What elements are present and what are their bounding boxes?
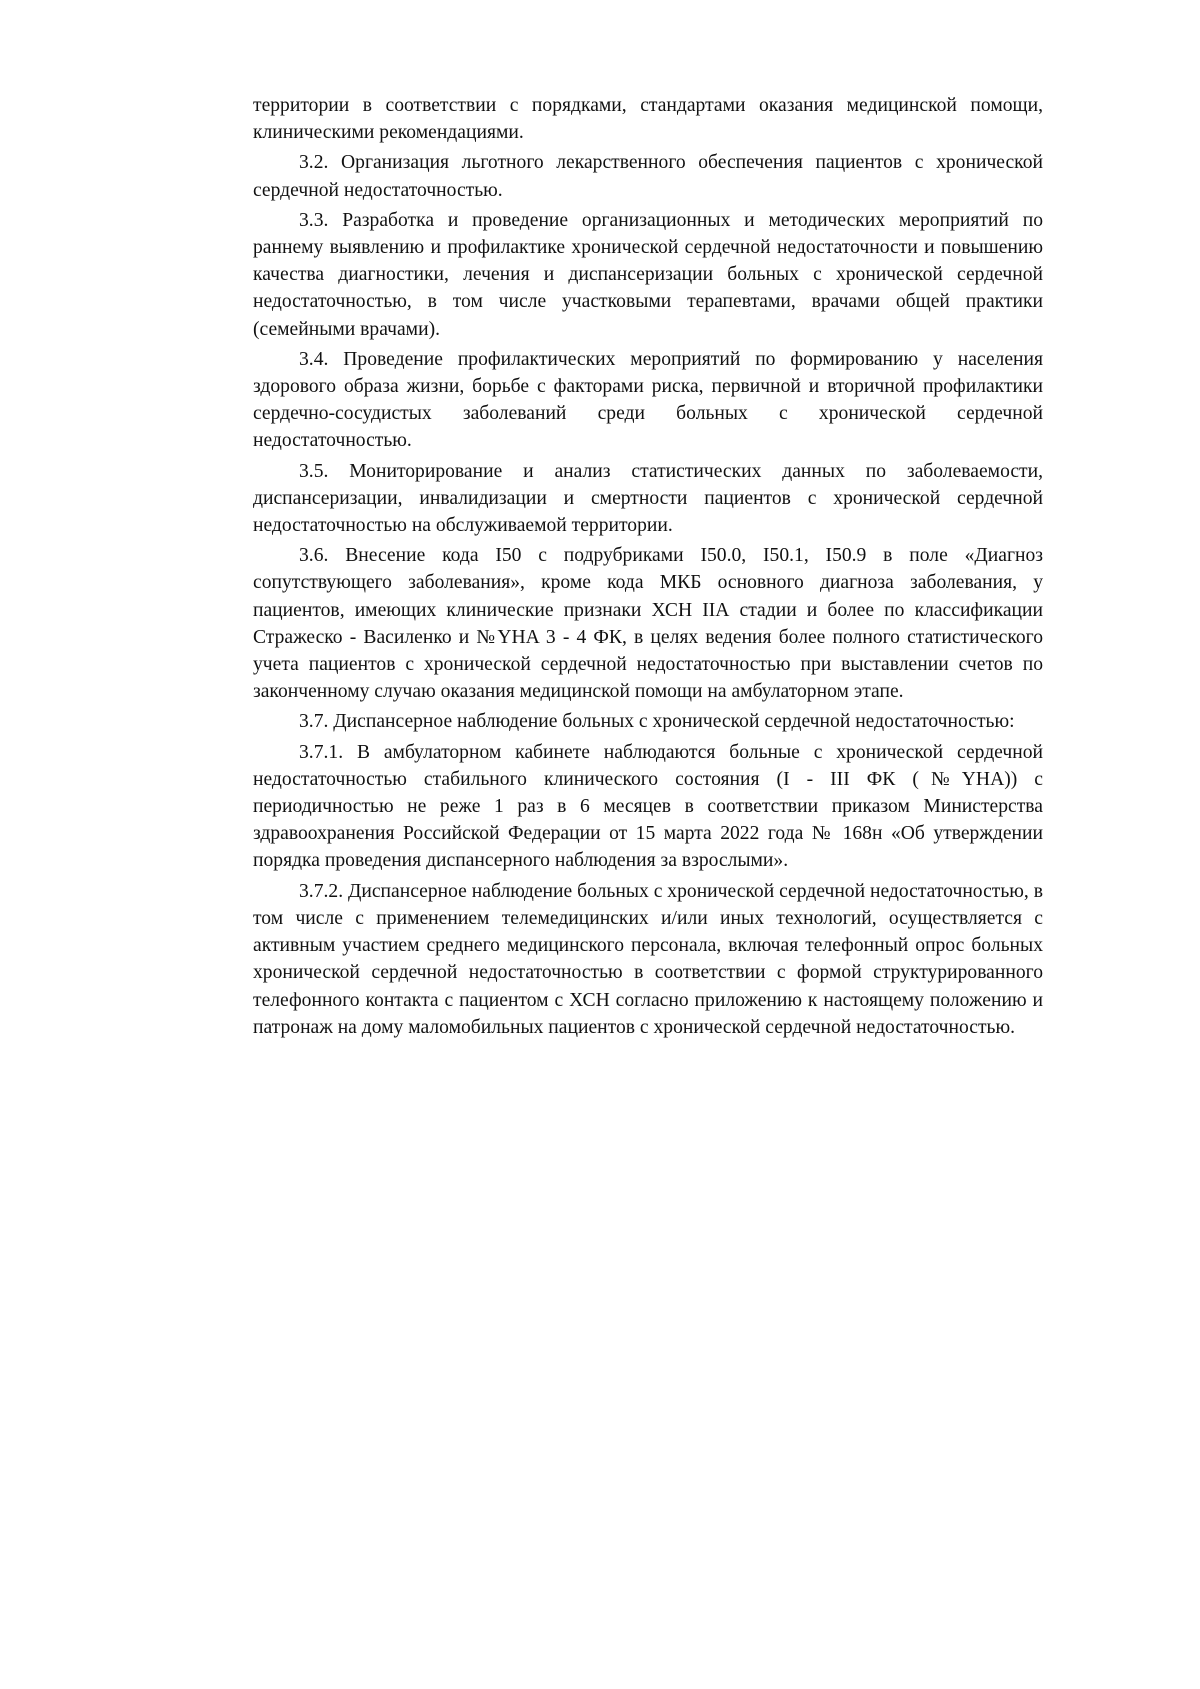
paragraph-3-3: 3.3. Разработка и проведение организационных и методических мероприятий по раннему выявлению и профилактике хронической сердечной недостаточности и повышению качества диагностики, лечения и диспансеризации больных с хронической сердечной недостаточностью, в том числе участковыми терапевтами, врачами общей практики (семейными врачами). [253, 209, 1043, 340]
paragraph-3-2: 3.2. Организация льготного лекарственного обеспечения пациентов с хронической сердечной недостаточностью. [253, 152, 1043, 201]
paragraph-3-4: 3.4. Проведение профилактических мероприятий по формированию у населения здорового образа жизни, борьбе с факторами риска, первичной и вторичной профилактики сердечно-сосудистых заболеваний среди больных с хронической сердечной недостаточностью. [253, 348, 1043, 452]
paragraph-3-7-1: 3.7.1. В амбулаторном кабинете наблюдаются больные с хронической сердечной недостаточностью стабильного клинического состояния (I - III ФК (№YHA)) с периодичностью не реже 1 раз в 6 месяцев в соответствии приказом Министерства здравоохранения Российской Федерации от 15 марта 2022 года № 168н «Об утверждении порядка проведения диспансерного наблюдения за взрослыми». [253, 741, 1043, 872]
document-page [253, 92, 1043, 1044]
paragraph-3-5: 3.5. Мониторирование и анализ статистических данных по заболеваемости, диспансеризации, инвалидизации и смертности пациентов с хронической сердечной недостаточностью на обслуживаемой территории. [253, 460, 1043, 537]
paragraph-3-7-2: 3.7.2. Диспансерное наблюдение больных с хронической сердечной недостаточностью, в том числе с применением телемедицинских и/или иных технологий, осуществляется с активным участием среднего медицинского персонала, включая телефонный опрос больных хронической сердечной недостаточностью в соответствии с формой структурированного телефонного контакта с пациентом с ХСН согласно приложению к настоящему положению и патронаж на дому маломобильных пациентов с хронической сердечной недостаточностью. [253, 880, 1043, 1038]
paragraph-3-7: 3.7. Диспансерное наблюдение больных с хронической сердечной недостаточностью: [299, 711, 1015, 733]
paragraph-continuation: территории в соответствии с порядками, стандартами оказания медицинской помощи, клиническими рекомендациями. [253, 95, 1043, 144]
paragraph-3-6: 3.6. Внесение кода I50 с подрубриками I50.0, I50.1, I50.9 в поле «Диагноз сопутствующего заболевания», кроме кода МКБ основного диагноза заболевания, у пациентов, имеющих клинические признаки ХСН IIА стадии и более по классификации Стражеско - Василенко и №YHA 3 - 4 ФК, в целях ведения более полного статистического учета пациентов с хронической сердечной недостаточностью при выставлении счетов по законченному случаю оказания медицинской помощи на амбулаторном этапе. [253, 545, 1043, 703]
